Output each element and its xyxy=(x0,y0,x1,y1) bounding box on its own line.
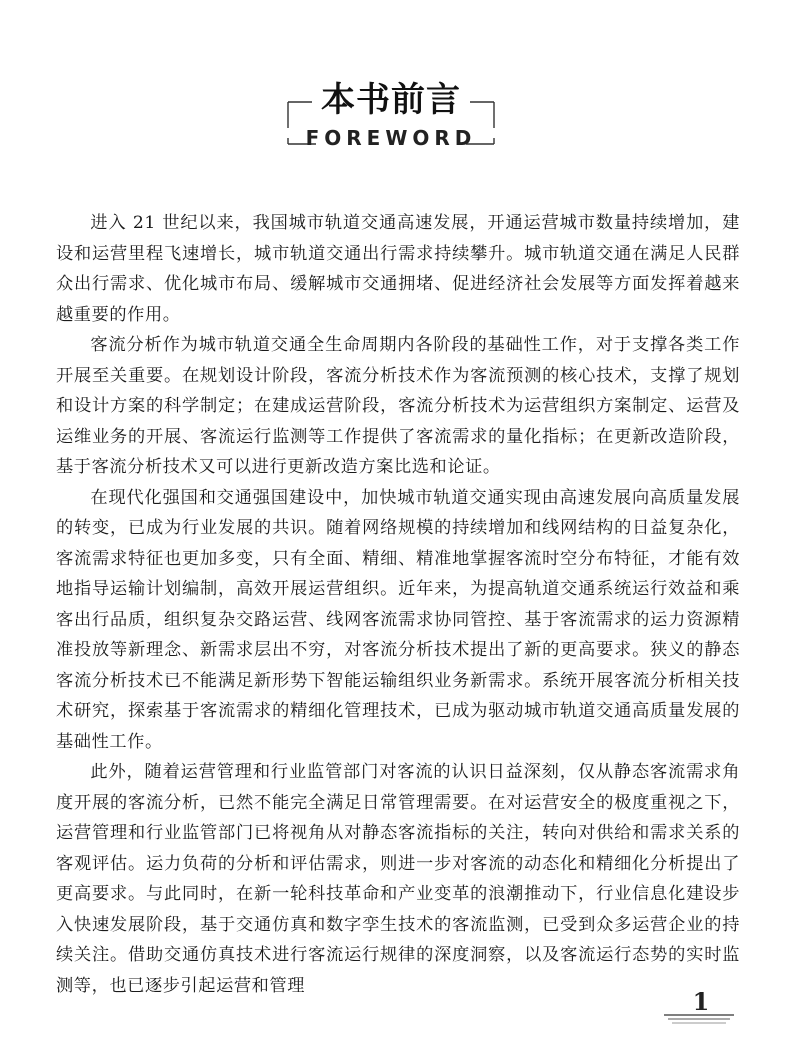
page-number-rule xyxy=(664,1013,734,1027)
page-subtitle: FOREWORD xyxy=(305,126,477,150)
page-title: 本书前言 xyxy=(321,80,461,120)
paragraph: 此外，随着运营管理和行业监管部门对客流的认识日益深刻，仅从静态客流需求角度开展的客流分析，已然不能完全满足日常管理需要。在对运营安全的极度重视之下，运营管理和行业监管部门已将视角从对静态客流指标的关注，转向对供给和需求关系的客观评估。运力负荷的分析和评估需求，则进一步对客流的动态化和精细化分析提出了更高要求。与此同时，在新一轮科技革命和产业变革的浪潮推动下，行业信息化建设步入快速发展阶段，基于交通仿真和数字孪生技术的客流监测，已受到众多运营企业的持续关注。借助交通仿真技术进行客流运行规律的深度洞察，以及客流运行态势的实时监测等，也已逐步引起运营和管理 xyxy=(56,762,740,996)
foreword-header xyxy=(286,74,496,164)
paragraph: 进入 21 世纪以来，我国城市轨道交通高速发展，开通运营城市数量持续增加，建设和运营里程飞速增长，城市轨道交通出行需求持续攀升。城市轨道交通在满足人民群众出行需求、优化城市布局、缓解城市交通拥堵、促进经济社会发展等方面发挥着越来越重要的作用。 xyxy=(56,213,740,325)
foreword-body xyxy=(56,208,740,1001)
page-number: 1 xyxy=(692,987,710,1016)
paragraph: 客流分析作为城市轨道交通全生命周期内各阶段的基础性工作，对于支撑各类工作开展至关重要。在规划设计阶段，客流分析技术作为客流预测的核心技术，支撑了规划和设计方案的科学制定；在建成运营阶段，客流分析技术为运营组织方案制定、运营及运维业务的开展、客流运行监测等工作提供了客流需求的量化指标；在更新改造阶段，基于客流分析技术又可以进行更新改造方案比选和论证。 xyxy=(56,335,740,477)
paragraph: 在现代化强国和交通强国建设中，加快城市轨道交通实现由高速发展向高质量发展的转变，已成为行业发展的共识。随着网络规模的持续增加和线网结构的日益复杂化，客流需求特征也更加多变，只有全面、精细、精准地掌握客流时空分布特征，才能有效地指导运输计划编制，高效开展运营组织。近年来，为提高轨道交通系统运行效益和乘客出行品质，组织复杂交路运营、线网客流需求协同管控、基于客流需求的运力资源精准投放等新理念、新需求层出不穷，对客流分析技术提出了新的更高要求。狭义的静态客流分析技术已不能满足新形势下智能运输组织业务新需求。系统开展客流分析相关技术研究，探索基于客流需求的精细化管理技术，已成为驱动城市轨道交通高质量发展的基础性工作。 xyxy=(56,487,740,752)
